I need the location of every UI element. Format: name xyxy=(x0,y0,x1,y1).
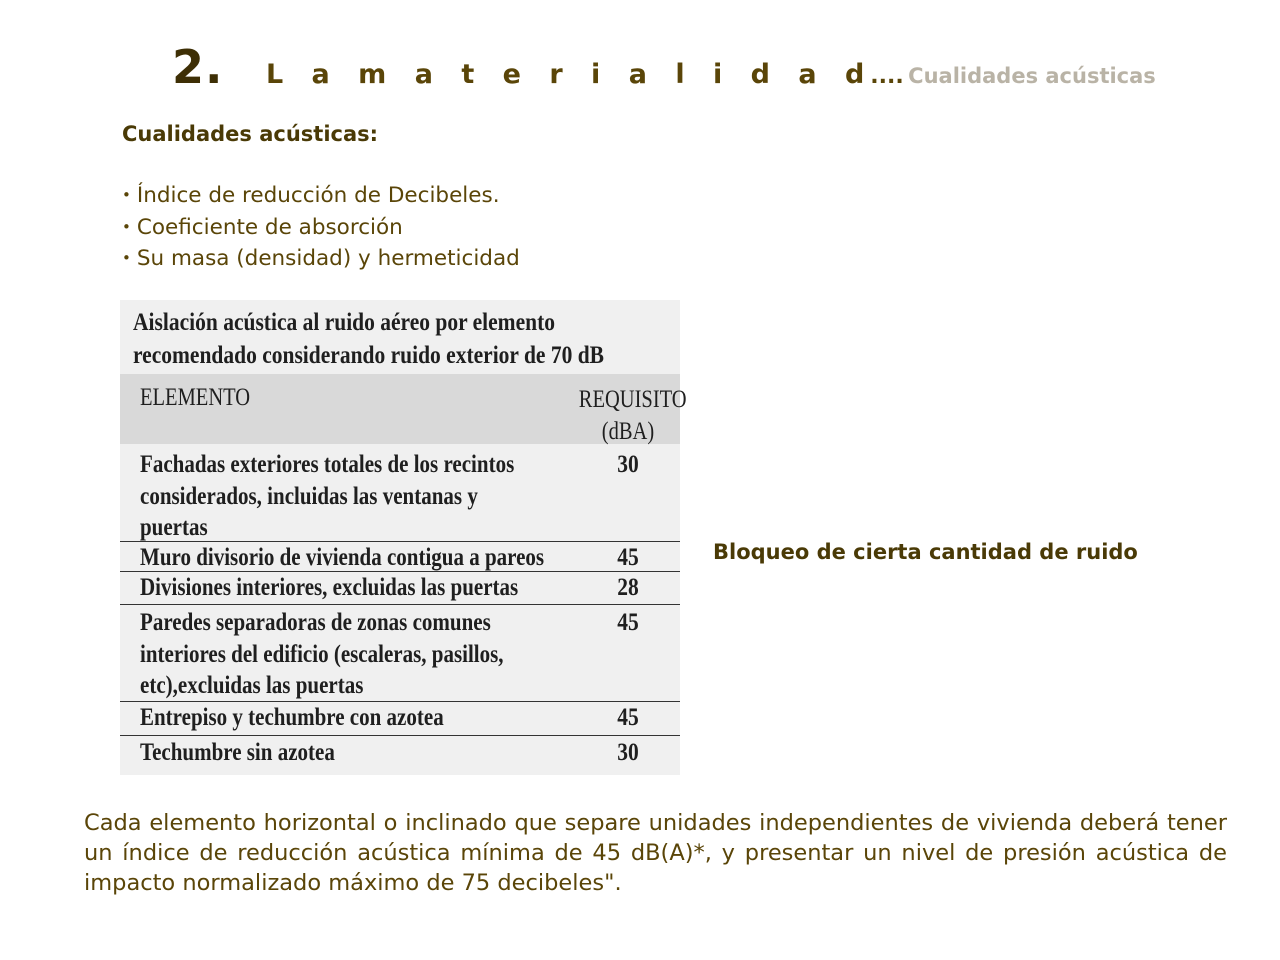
table-caption xyxy=(133,306,604,372)
slide-title xyxy=(172,40,1156,94)
row-value: 45 xyxy=(617,544,639,571)
acoustic-table xyxy=(120,300,687,775)
bullet-list xyxy=(122,181,520,276)
header-requirement: REQUISITO (dBA) xyxy=(578,386,687,445)
table-row xyxy=(120,604,680,702)
table-row xyxy=(120,571,680,605)
table-caption-line: Aislación acústica al ruido aéreo por elemento xyxy=(133,309,555,336)
bullet-item: • Índice de reducción de Decibeles. xyxy=(122,181,520,213)
title-subtitle: Cualidades acústicas xyxy=(908,64,1156,88)
bullet-item: • Coeficiente de absorción xyxy=(122,213,520,245)
header-element: ELEMENTO xyxy=(140,384,251,411)
row-element: Paredes separadoras de zonas comunes interiores del edificio (escaleras, pasillos, etc),excluidas las puertas xyxy=(140,609,504,699)
row-value: 28 xyxy=(617,574,639,601)
row-value: 30 xyxy=(617,451,639,478)
row-element: Muro divisorio de vivienda contigua a pareos xyxy=(140,544,545,571)
side-note: Bloqueo de cierta cantidad de ruido xyxy=(713,540,1138,564)
row-value: 30 xyxy=(617,739,639,766)
row-value: 45 xyxy=(617,609,639,636)
row-value: 45 xyxy=(617,704,639,731)
title-number: 2. xyxy=(172,40,224,94)
section-heading: Cualidades acústicas: xyxy=(122,122,379,146)
table-row xyxy=(120,701,680,736)
row-element: Divisiones interiores, excluidas las puertas xyxy=(140,574,519,601)
row-element: Fachadas exteriores totales de los recintos considerados, incluidas las ventanas y puertas xyxy=(140,451,515,541)
row-element: Entrepiso y techumbre con azotea xyxy=(140,704,444,731)
footer-paragraph: Cada elemento horizontal o inclinado que separe unidades independientes de vivienda deberá tener un índice de reducción acústica mínima de 45 dB(A)*, y presentar un nivel de presión acústica de impacto normalizado máximo de 75 decibeles". xyxy=(84,810,1227,896)
title-dots: .... xyxy=(870,64,904,89)
row-element: Techumbre sin azotea xyxy=(140,739,335,766)
title-main: L a m a t e r i a l i d a d xyxy=(265,59,874,90)
table-row xyxy=(120,735,680,774)
bullet-item: • Su masa (densidad) y hermeticidad xyxy=(122,244,520,276)
table-row xyxy=(120,541,680,572)
table-header xyxy=(120,374,687,445)
table-caption-line: recomendado considerando ruido exterior de 70 dB xyxy=(133,342,605,369)
table-row xyxy=(120,447,680,541)
